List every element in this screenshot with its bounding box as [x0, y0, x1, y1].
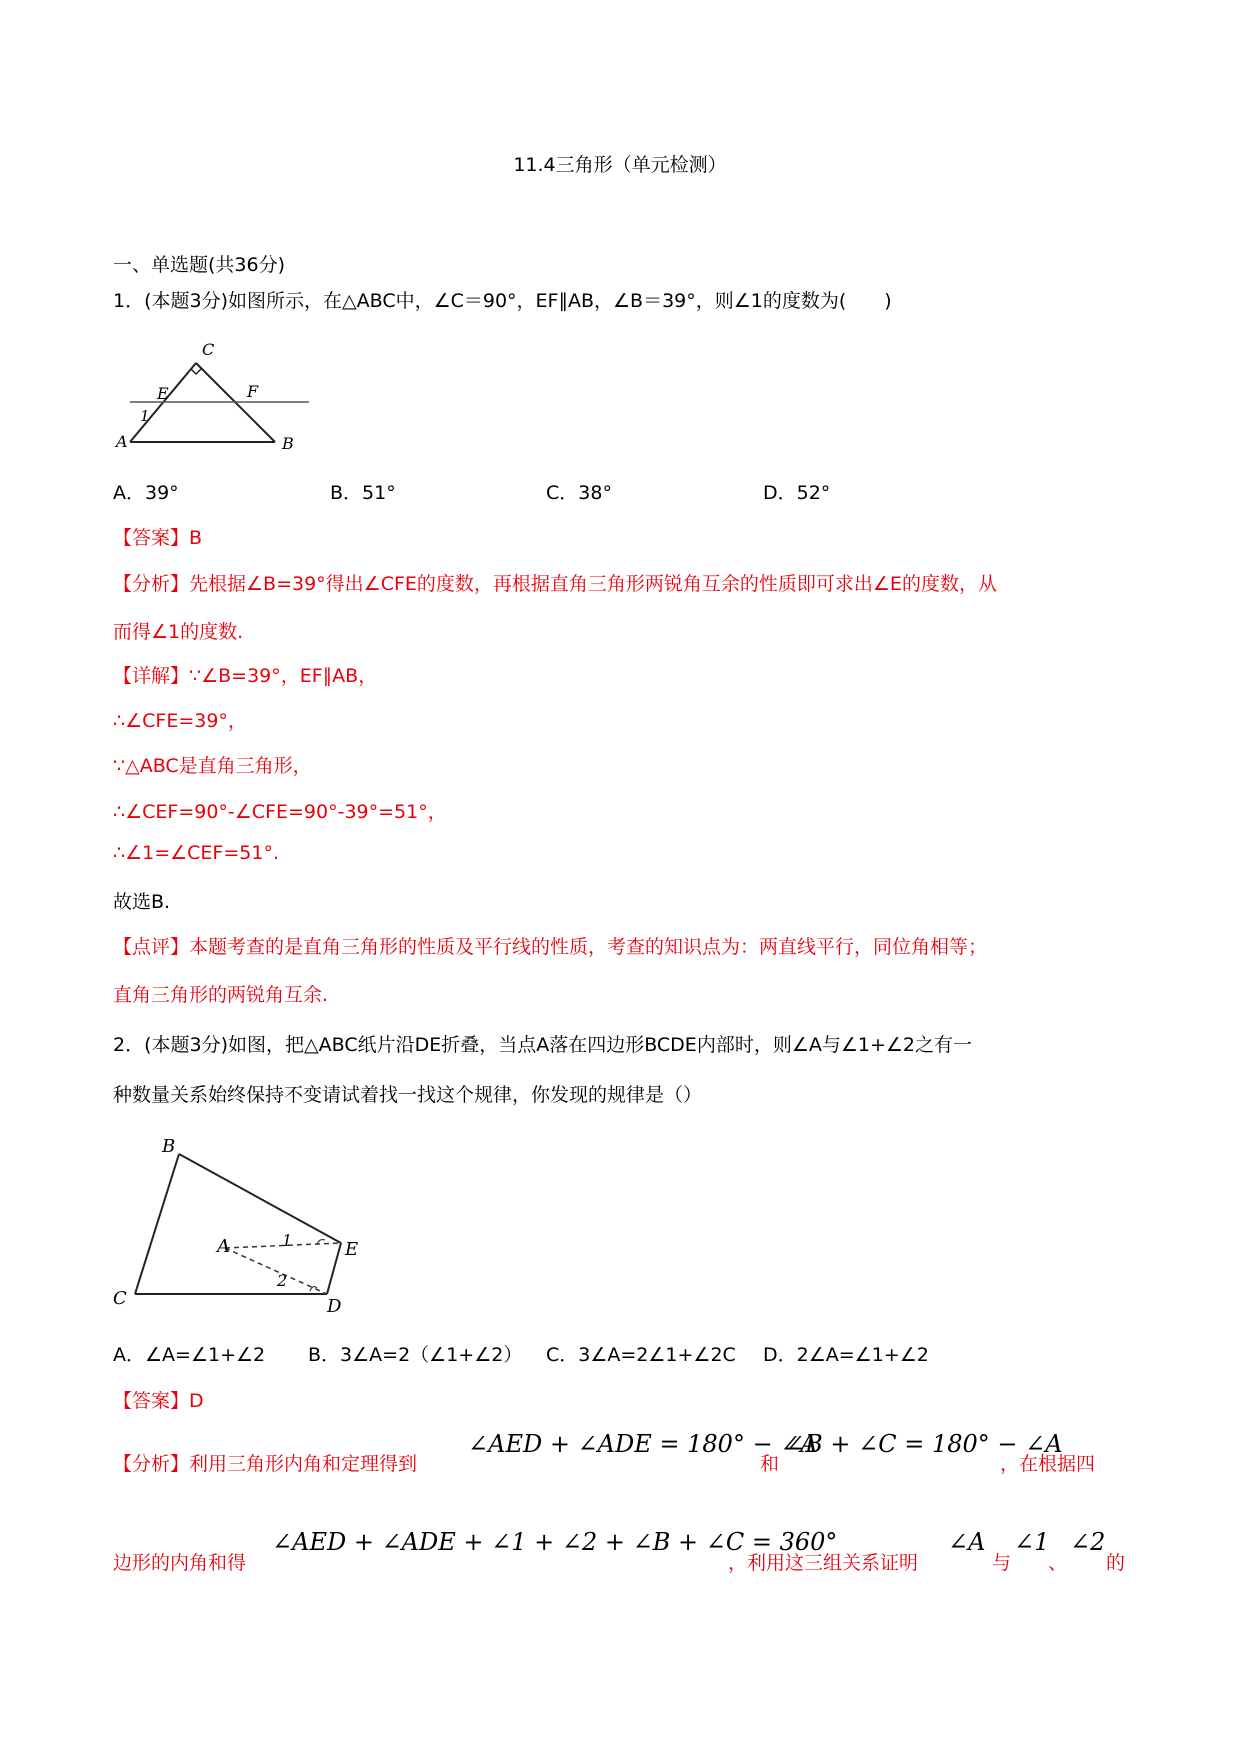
q2-figure-quadrilateral [105, 1130, 375, 1320]
q2-label-a: A [217, 1236, 230, 1257]
q1-detail-line3: ∵△ABC是直角三角形， [113, 755, 312, 777]
q1-detail-line2: ∴∠CFE=39°， [113, 710, 247, 732]
q2-label-e: E [345, 1239, 359, 1260]
q2-label-2: 2 [277, 1271, 288, 1290]
q2-analysis-suffix: ，在根据四 [1000, 1453, 1096, 1475]
q2-option-a: A．∠A=∠1+∠2 [113, 1344, 266, 1366]
q2-symbol-angle-1: ∠1 [1014, 1528, 1050, 1556]
q1-option-a: A．39° [113, 482, 179, 504]
q1-label-a: A [116, 432, 128, 451]
q1-label-f: F [247, 382, 259, 401]
q2-formula-2: ∠B + ∠C = 180° − ∠A [785, 1430, 1063, 1458]
page-title: 11.4三角形（单元检测） [513, 154, 727, 176]
q1-detail-line5: ∴∠1=∠CEF=51°. [113, 842, 279, 864]
q2-label-d: D [327, 1296, 342, 1317]
q2-formula-1: ∠AED + ∠ADE = 180° − ∠A [468, 1430, 818, 1458]
q2-with-word: 与 [992, 1552, 1012, 1574]
q1-choice: 故选B. [113, 891, 171, 913]
q1-option-c: C．38° [546, 482, 612, 504]
q2-and-word: 和 [760, 1453, 780, 1475]
q2-label-1: 1 [282, 1231, 293, 1250]
q1-detail-line4: ∴∠CEF=90°-∠CFE=90°-39°=51°， [113, 801, 447, 823]
q2-option-d: D．2∠A=∠1+∠2 [763, 1344, 929, 1366]
q1-detail-line1: 【详解】∵∠B=39°，EF∥AB， [113, 665, 378, 687]
q2-option-c: C．3∠A=2∠1+∠2C [546, 1344, 736, 1366]
q1-answer: 【答案】B [113, 527, 203, 549]
q1-comment-line1: 【点评】本题考查的是直角三角形的性质及平行线的性质，考查的知识点为：两直线平行，同位角相等； [113, 936, 988, 958]
q1-analysis-line2: 而得∠1的度数. [113, 621, 244, 643]
q2-stem-line2: 种数量关系始终保持不变请试着找一找这个规律，你发现的规律是（） [113, 1084, 703, 1106]
q1-option-d: D．52° [763, 482, 831, 504]
q2-symbol-angle-2: ∠2 [1070, 1528, 1106, 1556]
q2-stem-line1: 2．(本题3分)如图，把△ABC纸片沿DE折叠，当点A落在四边形BCDE内部时，则∠A与∠1+∠2之有一 [113, 1034, 973, 1056]
q2-answer: 【答案】D [113, 1390, 204, 1412]
q1-label-b: B [282, 434, 294, 453]
q2-analysis-line2-mid: ，利用这三组关系证明 [728, 1552, 919, 1574]
q2-option-b: B．3∠A=2（∠1+∠2） [308, 1344, 523, 1366]
q1-figure-triangle [110, 335, 310, 460]
q2-label-c: C [113, 1288, 127, 1309]
q1-option-b: B．51° [330, 482, 396, 504]
q2-formula-3: ∠AED + ∠ADE + ∠1 + ∠2 + ∠B + ∠C = 360° [272, 1528, 838, 1556]
q1-comment-line2: 直角三角形的两锐角互余. [113, 984, 329, 1006]
q2-analysis-prefix: 【分析】利用三角形内角和定理得到 [113, 1453, 418, 1475]
q1-label-1: 1 [140, 407, 150, 425]
q2-comma-word: 、 [1048, 1552, 1068, 1574]
q2-label-b: B [162, 1136, 176, 1157]
q1-stem: 1．(本题3分)如图所示，在△ABC中，∠C＝90°，EF∥AB，∠B＝39°，则∠1的度数为( ) [113, 290, 892, 312]
q1-label-c: C [202, 340, 215, 359]
section-heading: 一、单选题(共36分) [113, 254, 286, 276]
q2-symbol-angle-a: ∠A [948, 1528, 986, 1556]
q1-analysis-line1: 【分析】先根据∠B=39°得出∠CFE的度数，再根据直角三角形两锐角互余的性质即可求出∠E的度数，从 [113, 573, 997, 595]
q2-de-word: 的 [1106, 1552, 1126, 1574]
q2-analysis-line2-prefix: 边形的内角和得 [113, 1552, 247, 1574]
q1-label-e: E [157, 384, 169, 403]
